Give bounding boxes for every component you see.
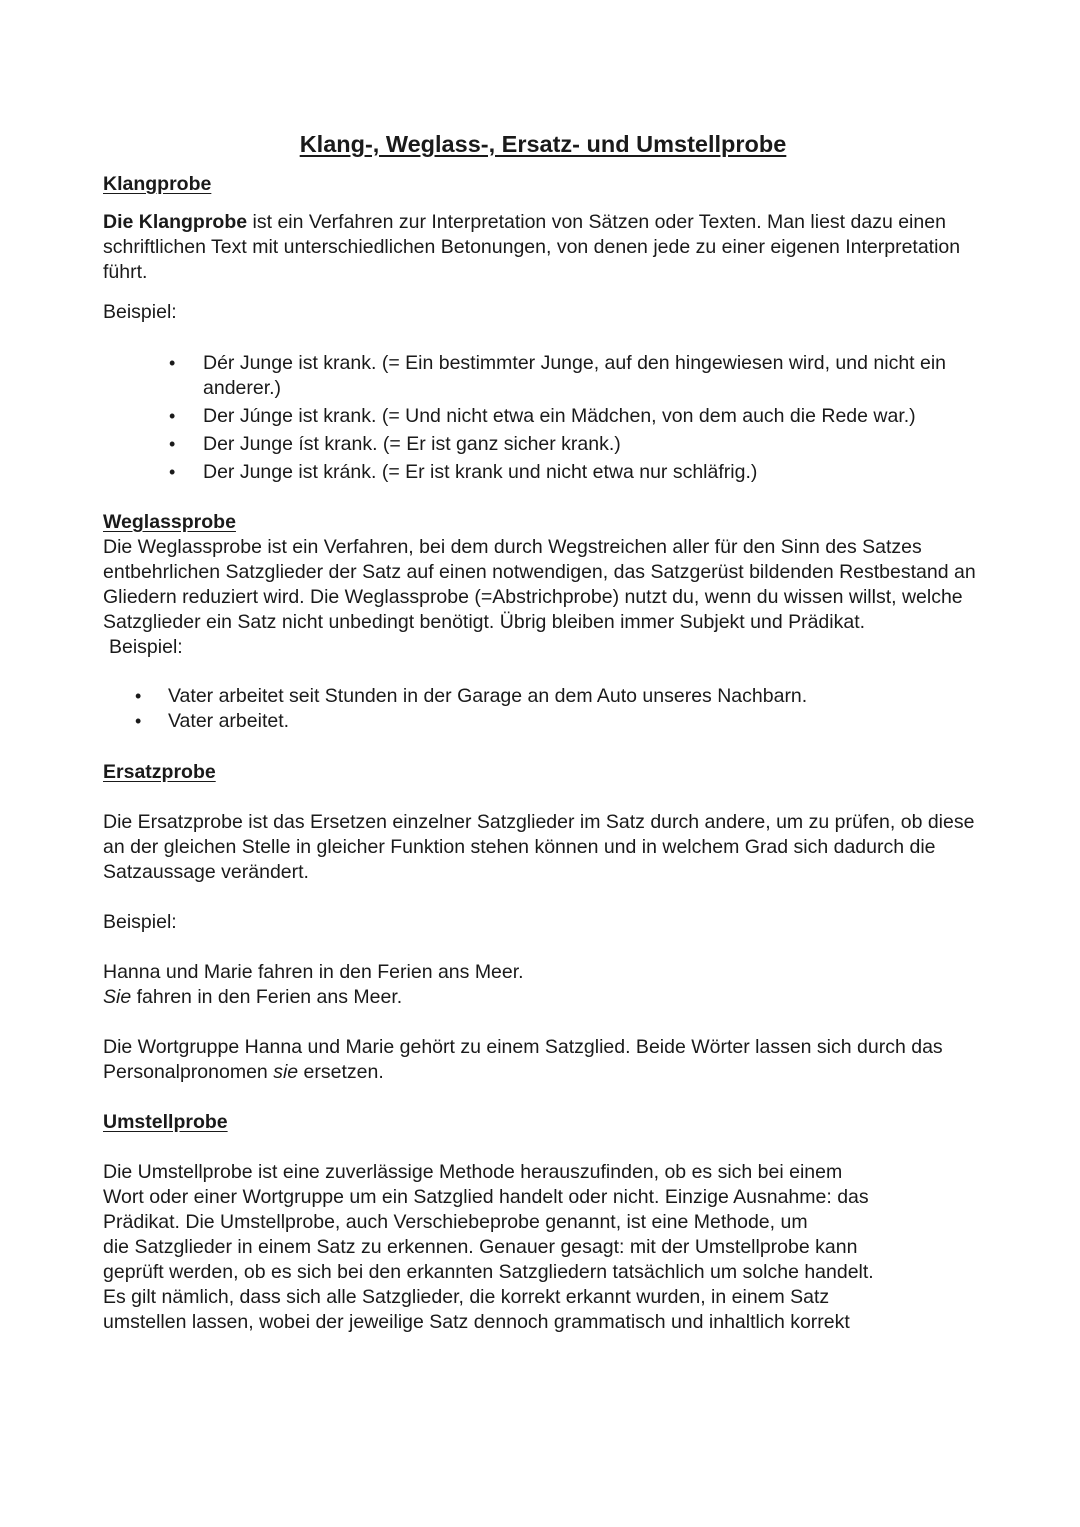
klangprobe-intro (103, 210, 983, 285)
document-page (103, 128, 983, 1335)
section-heading-klangprobe: Klangprobe (103, 173, 212, 195)
ersatzprobe-example-label: Beispiel: (103, 911, 177, 933)
document-title: Klang-, Weglass-, Ersatz- und Umstellprobe (299, 131, 787, 157)
ersatzprobe-example-line-2 (103, 985, 983, 1010)
umstellprobe-text (103, 1160, 983, 1335)
list-item: • Der Júnge ist krank. (= Und nicht etwa ein Mädchen, von dem auch die Rede war.) (103, 404, 983, 429)
ersatzprobe-pronoun: Sie (103, 986, 132, 1008)
ersatzprobe-example-line-2-text: fahren in den Ferien ans Meer. (131, 986, 403, 1008)
list-item: • Der Junge íst krank. (= Er ist ganz sicher krank.) (103, 432, 983, 457)
section-weglassprobe (103, 510, 983, 734)
section-ersatzprobe (103, 760, 983, 1085)
ersatzprobe-explanation-end: ersetzen. (298, 1061, 384, 1083)
section-heading-weglassprobe: Weglassprobe (103, 511, 236, 533)
list-item: • Vater arbeitet. (103, 709, 983, 734)
text-line: die Satzglieder in einem Satz zu erkennen. Genauer gesagt: mit der Umstellprobe kann (103, 1236, 858, 1258)
text-line: umstellen lassen, wobei der jeweilige Satz dennoch grammatisch und inhaltlich korrekt (103, 1311, 850, 1333)
ersatzprobe-explanation (103, 1035, 983, 1085)
text-line: Prädikat. Die Umstellprobe, auch Verschiebeprobe genannt, ist eine Methode, um (103, 1211, 808, 1233)
ersatzprobe-example-line-1: Hanna und Marie fahren in den Ferien ans Meer. (103, 961, 524, 983)
text-line: Die Umstellprobe ist eine zuverlässige Methode herauszufinden, ob es sich bei einem (103, 1161, 843, 1183)
list-item: • Vater arbeitet seit Stunden in der Garage an dem Auto unseres Nachbarn. (103, 684, 983, 709)
klangprobe-example-list (103, 351, 983, 485)
ersatzprobe-explanation-pronoun: sie (273, 1061, 299, 1083)
section-heading-umstellprobe: Umstellprobe (103, 1111, 228, 1133)
text-line: Es gilt nämlich, dass sich alle Satzglieder, die korrekt erkannt wurden, in einem Satz (103, 1286, 830, 1308)
klangprobe-example-label: Beispiel: (103, 301, 177, 323)
list-item: • Der Junge ist kránk. (= Er ist krank und nicht etwa nur schläfrig.) (103, 460, 983, 485)
weglassprobe-text: Die Weglassprobe ist ein Verfahren, bei dem durch Wegstreichen aller für den Sinn des Satzes entbehrlichen Satzglieder der Satz auf einen notwendigen, das Satzgerüst bildenden Restbestand an Gliedern reduziert wird. Die Weglassprobe (=Abstrichprobe) nutzt du, wenn du wissen willst, welche Satzglieder ein Satz nicht unbedingt benötigt. Übrig bleiben immer Subjekt und Prädikat. (103, 536, 976, 633)
section-umstellprobe (103, 1110, 983, 1335)
text-line: geprüft werden, ob es sich bei den erkannten Satzgliedern tatsächlich um solche handelt. (103, 1261, 874, 1283)
weglassprobe-example-label: Beispiel: (109, 636, 183, 658)
weglassprobe-example-list (103, 684, 983, 734)
section-klangprobe (103, 172, 983, 485)
text-line: Wort oder einer Wortgruppe um ein Satzglied handelt oder nicht. Einzige Ausnahme: das (103, 1186, 869, 1208)
list-item: • Dér Junge ist krank. (= Ein bestimmter Junge, auf den hingewiesen wird, und nicht ein anderer.) (103, 351, 983, 401)
klangprobe-intro-text: ist ein Verfahren zur Interpretation von Sätzen oder Texten. Man liest dazu einen schriftlichen Text mit unterschiedlichen Betonungen, von denen jede zu einer eigenen Interpretation führt. (103, 211, 961, 283)
ersatzprobe-text: Die Ersatzprobe ist das Ersetzen einzelner Satzglieder im Satz durch andere, um zu prüfen, ob diese an der gleichen Stelle in gleicher Funktion stehen können und in welchem Grad sich dadurch die Satzaussage verändert. (103, 811, 975, 883)
ersatzprobe-explanation-text: Die Wortgruppe Hanna und Marie gehört zu einem Satzglied. Beide Wörter lassen sich durch das Personalpronomen (103, 1036, 943, 1083)
section-heading-ersatzprobe: Ersatzprobe (103, 761, 216, 783)
klangprobe-intro-term: Die Klangprobe (103, 211, 248, 233)
